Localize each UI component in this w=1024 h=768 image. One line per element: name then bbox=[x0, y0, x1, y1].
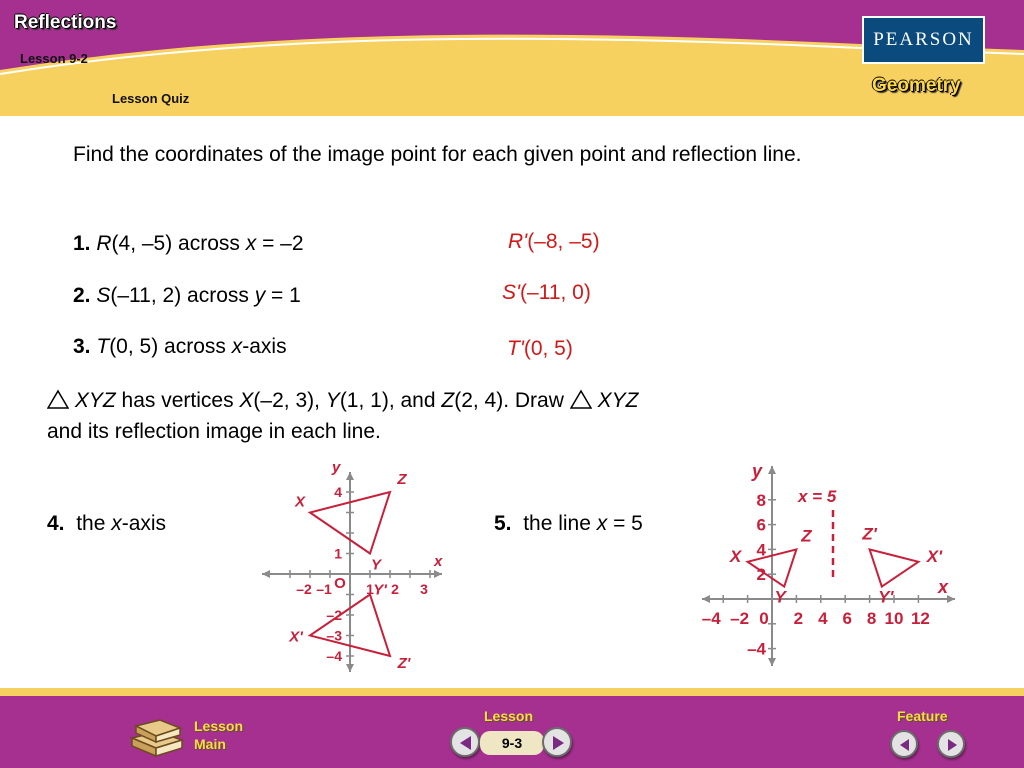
arrow-left-icon bbox=[459, 735, 473, 751]
arrow-right-icon bbox=[551, 735, 565, 751]
problem-1: 1. R(4, –5) across x = –2 bbox=[73, 232, 304, 255]
feature-next-button[interactable] bbox=[937, 730, 965, 758]
subject-label: Geometry bbox=[872, 75, 961, 96]
intro-text: Find the coordinates of the image point for each given point and reflection line. bbox=[73, 143, 802, 166]
vertex-label-x-prime: X' bbox=[926, 546, 943, 566]
vertex-label-y: Y bbox=[774, 587, 786, 607]
x-tick-label: 3 bbox=[420, 581, 428, 597]
vertex-label-z-prime: Z' bbox=[862, 524, 877, 544]
lesson-next-button[interactable] bbox=[542, 727, 572, 757]
lesson-number: Lesson 9-2 bbox=[20, 51, 88, 66]
arrow-left-icon bbox=[898, 737, 912, 753]
reflection-line-label: x = 5 bbox=[798, 487, 837, 506]
x-tick-label: 12 bbox=[910, 609, 930, 628]
y-tick-label: 6 bbox=[756, 515, 766, 535]
y-axis-arrow-down bbox=[768, 658, 776, 666]
x-axis-arrow-left bbox=[702, 595, 710, 603]
x-tick-label: 2 bbox=[793, 609, 804, 628]
x-tick-label: 0 bbox=[759, 609, 769, 628]
y-axis-arrow-up bbox=[768, 466, 776, 474]
vertex-label-y-prime: Y' bbox=[878, 587, 894, 607]
vertex-label-z: Z bbox=[801, 526, 812, 546]
x-tick-label: 1 bbox=[366, 581, 374, 597]
arrow-right-icon bbox=[945, 737, 959, 753]
y-tick-label: –3 bbox=[326, 627, 342, 644]
triangle-text-line1: XYZ has vertices X(–2, 3), Y(1, 1), and Z(2, 4). Draw XYZ bbox=[47, 386, 638, 416]
lesson-main-link[interactable]: Lesson Main bbox=[194, 718, 244, 752]
problem-4: 4. the x-axis bbox=[47, 512, 167, 535]
y-axis-label: y bbox=[752, 461, 763, 481]
vertex-label-x: X bbox=[294, 493, 306, 511]
triangle-text-line2: and its reflection image in each line. bbox=[47, 420, 381, 443]
feature-prev-button[interactable] bbox=[890, 730, 918, 758]
problem-3: 3. T(0, 5) across x-axis bbox=[73, 335, 287, 358]
footer-strip bbox=[0, 688, 1024, 696]
x-tick-label: 10 bbox=[884, 609, 904, 628]
x-tick-label: –4 bbox=[701, 609, 721, 628]
answer-1: R'(–8, –5) bbox=[508, 230, 600, 253]
vertex-label-x: X bbox=[729, 546, 742, 566]
feature-nav-label: Feature bbox=[897, 708, 948, 724]
pearson-logo: PEARSON bbox=[862, 16, 985, 64]
x-tick-label: 4 bbox=[818, 609, 828, 628]
slide-title: Reflections bbox=[14, 12, 117, 33]
page-number: 9-3 bbox=[480, 731, 544, 755]
vertex-label-y: Y bbox=[370, 556, 382, 574]
vertex-label-y-prime: Y' bbox=[373, 581, 387, 599]
x-axis-label: x bbox=[938, 577, 949, 597]
answer-3: T'(0, 5) bbox=[507, 337, 573, 360]
y-tick-label: 8 bbox=[756, 490, 766, 510]
x-tick-label: 6 bbox=[842, 609, 852, 628]
vertex-label-x-prime: X' bbox=[289, 628, 303, 646]
x-tick-label: –2 bbox=[296, 581, 312, 597]
answer-2: S'(–11, 0) bbox=[502, 281, 591, 304]
y-tick-label: 4 bbox=[334, 484, 342, 500]
y-tick-label: –4 bbox=[326, 648, 342, 664]
x-tick-label: –2 bbox=[730, 609, 750, 628]
problem-5: 5. the line x = 5 bbox=[494, 512, 643, 535]
x-tick-label: –1 bbox=[316, 581, 332, 597]
x-axis-arrow-right bbox=[947, 595, 955, 603]
x-tick-label: 8 bbox=[866, 609, 877, 628]
problem-2: 2. S(–11, 2) across y = 1 bbox=[73, 284, 301, 307]
triangle-xyz-image bbox=[870, 549, 919, 586]
origin-label: O bbox=[334, 575, 346, 592]
vertex-label-z: Z bbox=[397, 471, 407, 488]
x-axis-label: x bbox=[434, 553, 443, 570]
y-tick-label: –4 bbox=[747, 639, 766, 659]
section-label: Lesson Quiz bbox=[112, 91, 190, 106]
lesson-prev-button[interactable] bbox=[450, 727, 480, 757]
y-tick-label: 4 bbox=[756, 540, 766, 560]
y-tick-label: –2 bbox=[326, 607, 342, 623]
books-icon[interactable] bbox=[128, 712, 184, 758]
lesson-nav-label: Lesson bbox=[484, 708, 534, 724]
y-tick-label: 1 bbox=[334, 545, 342, 562]
vertex-label-z-prime: Z' bbox=[397, 655, 411, 672]
x-tick-label: 2 bbox=[391, 581, 399, 597]
y-tick-label: 2 bbox=[756, 565, 766, 585]
y-axis-label: y bbox=[332, 459, 341, 476]
